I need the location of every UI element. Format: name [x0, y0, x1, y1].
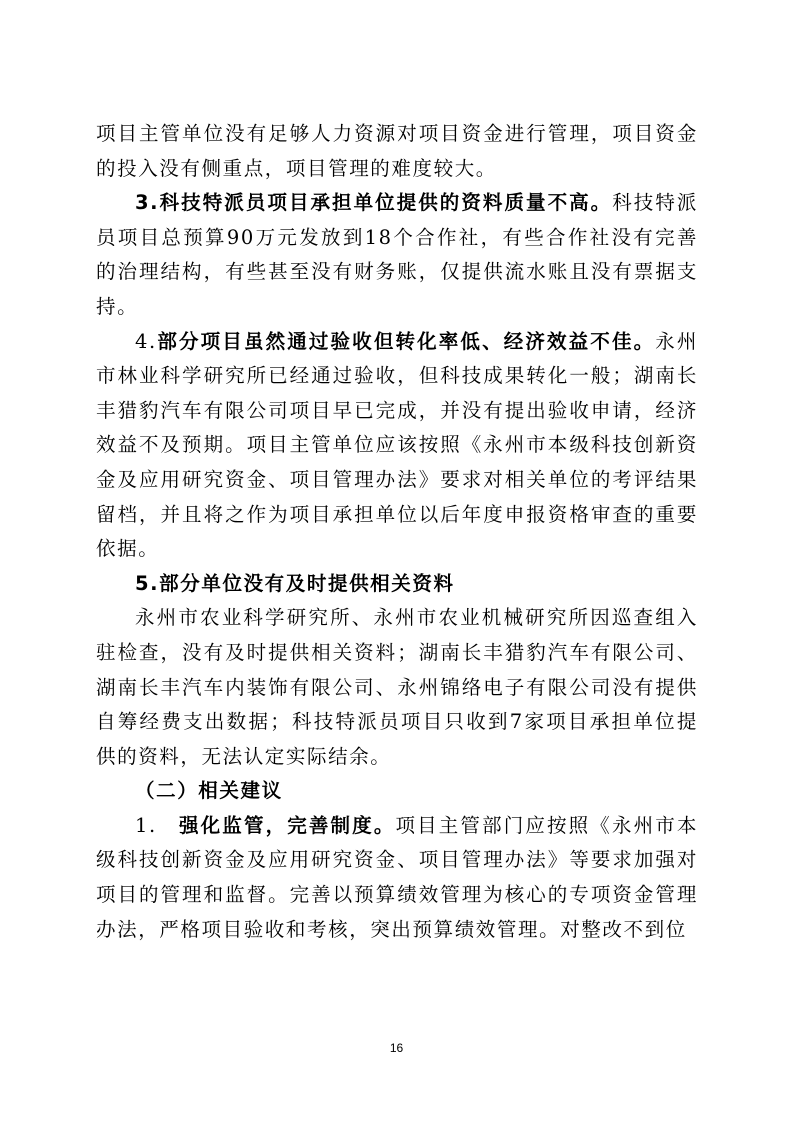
item-4-number: 4. [135, 329, 157, 353]
paragraph-text: 项目主管单位没有足够人力资源对项目资金进行管理，项目资金的投入没有侧重点，项目管理的难度较大。 [96, 122, 698, 180]
paragraph-item-4 [96, 325, 698, 567]
item-3-heading: 3.科技特派员项目承担单位提供的资料质量不高。 [135, 191, 613, 215]
document-page [96, 117, 698, 947]
paragraph-suggestion-1 [96, 809, 698, 947]
item-5-heading: 5.部分单位没有及时提供相关资料 [135, 571, 455, 595]
suggestion-1-heading: 强化监管，完善制度。 [179, 813, 396, 837]
item-3-text: 科技特派员项目总预算90万元发放到18个合作社，有些合作社没有完善的治理结构，有些甚至没有财务账，仅提供流水账且没有票据支持。 [96, 191, 698, 318]
page-number: 16 [389, 1041, 404, 1055]
item-4-heading: 部分项目虽然通过验收但转化率低、经济效益不佳。 [156, 329, 656, 353]
suggestion-1-text: 项目主管部门应按照《永州市本级科技创新资金及应用研究资金、项目管理办法》等要求加强对项目的管理和监督。完善以预算绩效管理为核心的专项资金管理办法，严格项目验收和考核，突出预算绩效管理。对整改不到位 [96, 813, 698, 941]
item-5-text: 永州市农业科学研究所、永州市农业机械研究所因巡查组入驻检查，没有及时提供相关资料；湖南长丰猎豹汽车有限公司、湖南长丰汽车内装饰有限公司、永州锦络电子有限公司没有提供自筹经费支出数据；科技特派员项目只收到7家项目承担单位提供的资料，无法认定实际结余。 [96, 606, 698, 768]
paragraph-continuation [96, 117, 698, 186]
section-heading-suggestions: （二）相关建议 [135, 779, 283, 803]
paragraph-item-3 [96, 186, 698, 324]
suggestion-1-number: 1. [135, 813, 179, 837]
item-4-text: 永州市林业科学研究所已经通过验收，但科技成果转化一般；湖南长丰猎豹汽车有限公司项目早已完成，并没有提出验收申请，经济效益不及预期。项目主管单位应该按照《永州市本级科技创新资金及应用研究资金、项目管理办法》要求对相关单位的考评结果留档，并且将之作为项目承担单位以后年度申报资格审查的重要依据。 [96, 329, 698, 561]
paragraph-item-5 [96, 601, 698, 774]
